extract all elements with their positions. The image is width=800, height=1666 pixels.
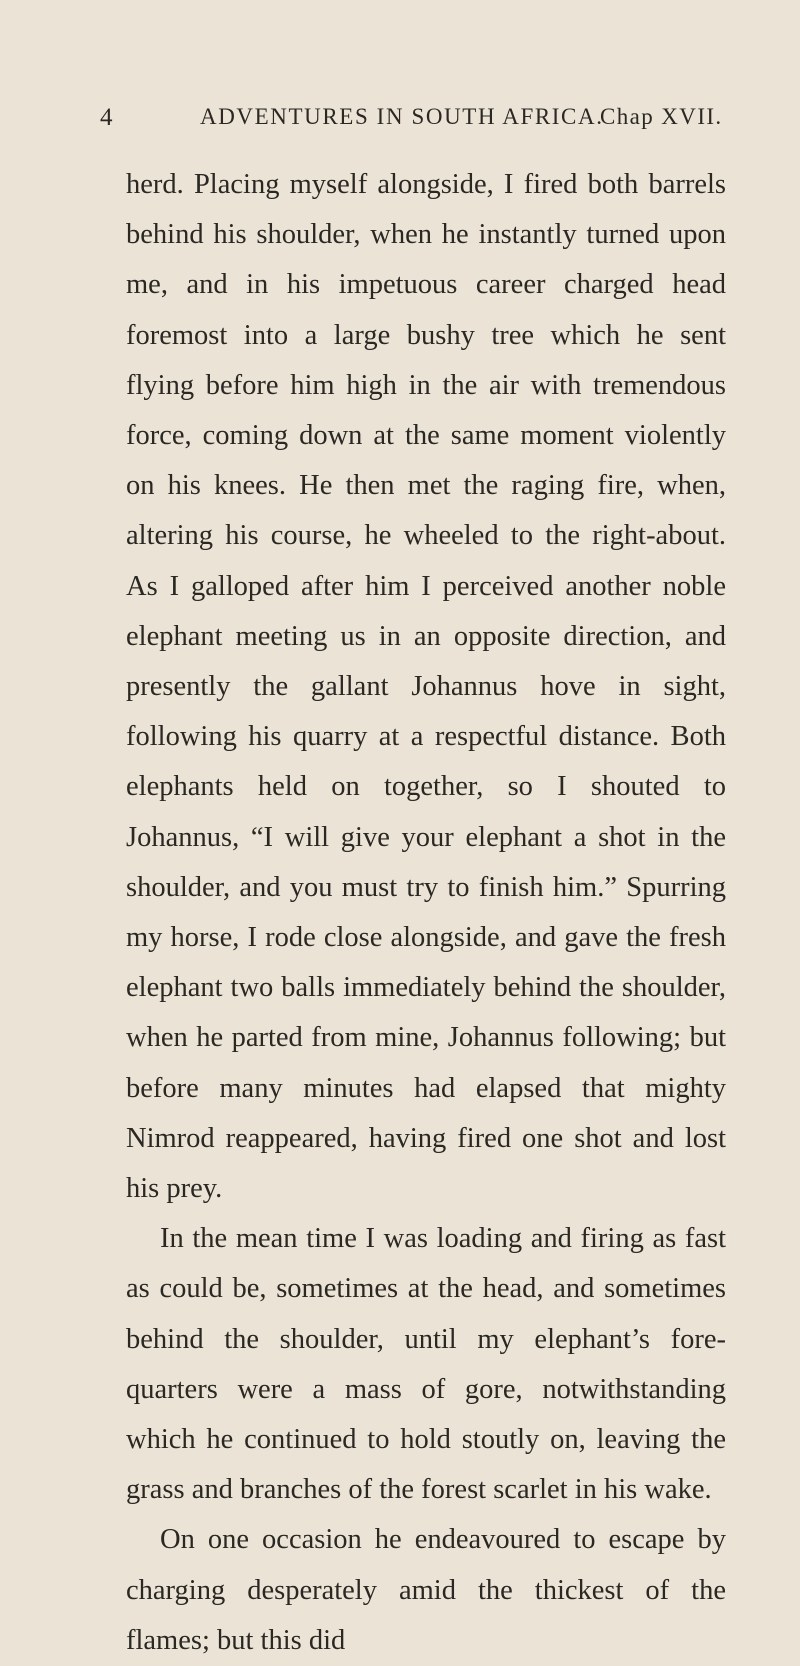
running-head: [0, 104, 800, 144]
paragraph-continuation: herd. Placing myself alongside, I fired both barrels behind his shoulder, when he instantly turned upon me, and in his impetuous career charged head foremost into a large bushy tree which he sent flying before him high in the air with tremendous force, coming down at the same moment violently on his knees. He then met the raging fire, when, altering his course, he wheeled to the right-about. As I galloped after him I perceived another noble elephant meeting us in an opposite direction, and presently the gallant Johannus hove in sight, following his quarry at a respectful distance. Both elephants held on together, so I shouted to Johannus, “I will give your elephant a shot in the shoulder, and you must try to finish him.” Spurring my horse, I rode close alongside, and gave the fresh elephant two balls immediately behind the shoulder, when he parted from mine, Johannus following; but before many minutes had elapsed that mighty Nimrod reappeared, having fired one shot and lost his prey.: [126, 169, 726, 1205]
page-number: 4: [100, 104, 114, 131]
paragraph: On one occasion he endeavoured to escape by charging desperately amid the thickest of the flames; but this did: [126, 1524, 726, 1656]
body-text: [126, 160, 726, 1666]
chapter-label: Chap XVII.: [600, 104, 723, 129]
running-title: ADVENTURES IN SOUTH AFRICA.: [200, 104, 604, 129]
paragraph: In the mean time I was loading and firing as fast as could be, sometimes at the head, and sometimes behind the shoulder, until my elephant’s fore-quarters were a mass of gore, notwithstanding which he continued to hold stoutly on, leaving the grass and branches of the forest scarlet in his wake.: [126, 1223, 726, 1506]
